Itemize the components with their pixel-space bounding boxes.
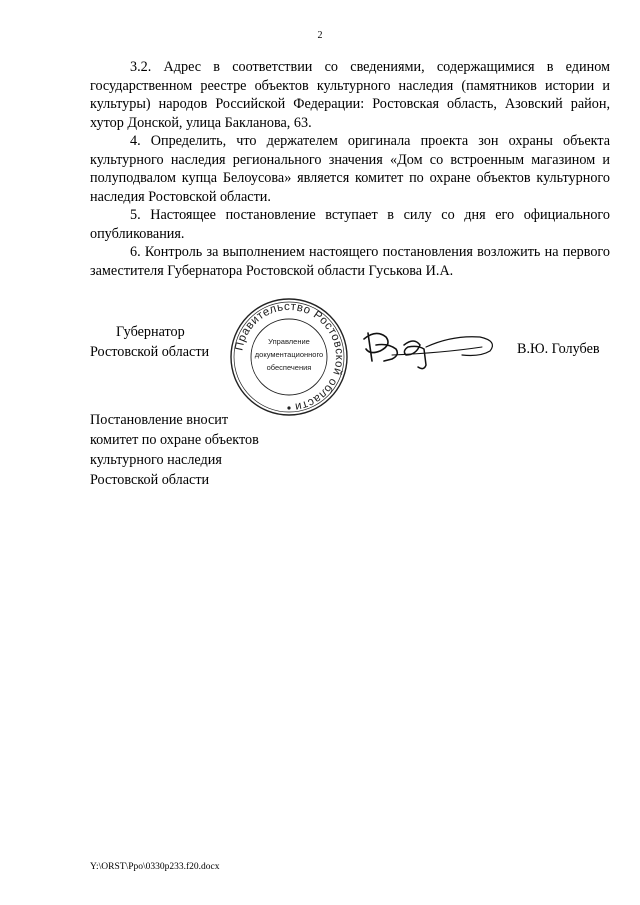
paragraph-4: 4. Определить, что держателем оригинала проекта зон охраны объекта культурного наследия регионального значения «Дом со встроенным магазином и полуподвалом купца Белоусова» является комитет по охране объектов культурного наследия Ростовской области.: [90, 133, 610, 205]
submitter-line3: культурного наследия: [90, 452, 222, 468]
document-body: [90, 58, 610, 280]
handwritten-signature: [362, 325, 502, 371]
signatory-title: [90, 322, 209, 362]
submitter-line1: Постановление вносит: [90, 412, 229, 428]
paragraph-3-2: 3.2. Адрес в соответствии со сведениями, содержащимися в едином государственном реестре объектов культурного наследия (памятников истории и культуры) народов Российской Федерации: Ростовская область, Азовский район, хутор Донской, улица Бакланова, 63.: [90, 59, 610, 131]
signatory-name: В.Ю. Голубев: [517, 341, 600, 357]
page-number: 2: [317, 30, 323, 41]
signatory-title-line1: Губернатор: [116, 324, 185, 340]
submitter-line4: Ростовской области: [90, 472, 210, 488]
file-path-footer: Y:\ORST\Ppo\0330p233.f20.docx: [90, 862, 220, 872]
signatory-title-line2: Ростовской области: [90, 344, 210, 360]
seal-inner-line1: Управление: [268, 337, 310, 346]
paragraph-5: 5. Настоящее постановление вступает в силу со дня его официального опубликования.: [90, 207, 610, 242]
submitter-note: [90, 410, 259, 490]
paragraph-6: 6. Контроль за выполнением настоящего постановления возложить на первого заместителя Губернатора Ростовской области Гуськова И.А.: [90, 244, 610, 279]
seal-dot: [287, 406, 290, 409]
seal-outer-text: Правительство Ростовской области: [233, 300, 346, 413]
seal-inner-line2: документационного: [254, 350, 324, 359]
submitter-line2: комитет по охране объектов: [90, 432, 259, 448]
official-seal: [228, 296, 350, 418]
seal-inner-line3: обеспечения: [266, 363, 312, 372]
